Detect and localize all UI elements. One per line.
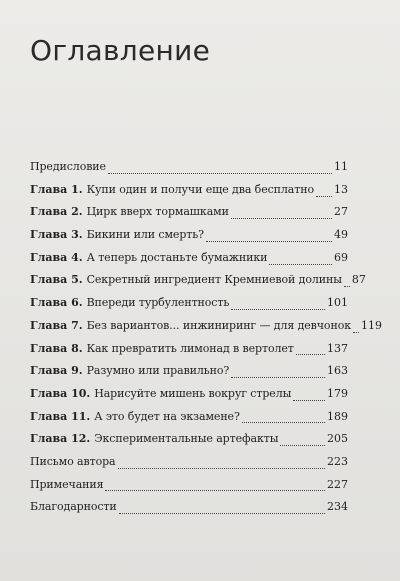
toc-entry-title: Цирк вверх тормашками <box>86 205 229 219</box>
toc-entry-title: Купи один и получи еще два бесплатно <box>86 182 314 196</box>
dot-leader <box>280 437 325 446</box>
toc-entry-page: 227 <box>327 477 348 491</box>
dot-leader <box>108 165 332 174</box>
toc-entry-title: Бикини или смерть? <box>86 228 204 242</box>
toc-entry-notes <box>30 474 348 497</box>
toc-entry-title: Благодарности <box>30 500 117 514</box>
toc-entry-page: 49 <box>334 228 348 242</box>
toc-entry-page: 13 <box>334 182 348 196</box>
toc-entry-page: 87 <box>351 273 366 287</box>
toc-entry-title: Без вариантов... инжиниринг — для девчонок <box>86 318 351 332</box>
toc-entry-page: 179 <box>327 386 348 400</box>
toc-entry-page: 223 <box>327 454 348 468</box>
toc-entry-title: Примечания <box>30 477 104 491</box>
toc-entry-title: А теперь достаньте бумажники <box>86 250 268 264</box>
toc-entry-chapter-9 <box>30 360 348 383</box>
dot-leader <box>293 392 325 401</box>
toc-entry-title: Письмо автора <box>30 454 116 468</box>
toc-entry-label: Глава 3. <box>30 228 83 242</box>
toc-entry-page: 27 <box>334 205 348 219</box>
toc-entry-page: 11 <box>334 160 348 173</box>
toc-entry-title: Как превратить лимонад в вертолет <box>86 341 294 355</box>
toc-entry-chapter-6 <box>30 292 348 315</box>
toc-entry-title: Предисловие <box>30 160 106 173</box>
toc-entry-chapter-3 <box>30 224 348 247</box>
dot-leader <box>296 346 325 355</box>
page-title: Оглавление <box>30 34 211 67</box>
toc-entry-label: Глава 2. <box>30 205 83 219</box>
toc-entry-chapter-7 <box>30 315 382 338</box>
dot-leader <box>344 278 350 287</box>
toc-entry-chapter-12 <box>30 428 348 451</box>
toc-entry-page: 101 <box>327 296 348 310</box>
toc-entry-acknowledgements <box>30 496 348 519</box>
dot-leader <box>206 233 332 242</box>
dot-leader <box>353 324 359 333</box>
toc-entry-page: 69 <box>334 250 348 264</box>
toc-entry-label: Глава 10. <box>30 386 91 400</box>
dot-leader <box>242 414 325 423</box>
toc-entry-title: Секретный ингредиент Кремниевой долины <box>86 273 342 287</box>
toc-entry-page: 119 <box>361 318 382 332</box>
dot-leader <box>231 301 325 310</box>
dot-leader <box>231 369 325 378</box>
toc-entry-page: 234 <box>327 500 348 514</box>
toc-entry-chapter-5 <box>30 269 366 292</box>
toc-entry-chapter-4 <box>30 247 348 270</box>
toc-entry-title: А это будет на экзамене? <box>94 409 240 423</box>
dot-leader <box>118 460 325 469</box>
toc-entry-page: 189 <box>327 409 348 423</box>
toc-entry-chapter-8 <box>30 338 348 361</box>
toc-entry-chapter-10 <box>30 383 348 406</box>
toc-entry-label: Глава 8. <box>30 341 83 355</box>
toc-entry-label: Глава 7. <box>30 318 83 332</box>
toc-entry-author-letter <box>30 451 348 474</box>
toc-entry-title: Впереди турбулентность <box>86 296 230 310</box>
dot-leader <box>231 210 332 219</box>
toc-entry-label: Глава 12. <box>30 432 91 446</box>
toc-entry-page: 137 <box>327 341 348 355</box>
toc-entry-label: Глава 4. <box>30 250 83 264</box>
toc-entry-label: Глава 1. <box>30 182 83 196</box>
toc-entry-label: Глава 9. <box>30 364 83 378</box>
table-of-contents <box>30 156 382 519</box>
toc-entry-chapter-1 <box>30 179 348 202</box>
toc-entry-page: 163 <box>327 364 348 378</box>
toc-entry-title: Экспериментальные артефакты <box>94 432 279 446</box>
toc-entry-page: 205 <box>327 432 348 446</box>
toc-entry-preface <box>30 156 348 179</box>
toc-entry-chapter-11 <box>30 406 348 429</box>
toc-entry-label: Глава 6. <box>30 296 83 310</box>
toc-entry-title: Нарисуйте мишень вокруг стрелы <box>94 386 292 400</box>
dot-leader <box>119 505 325 514</box>
dot-leader <box>105 482 325 491</box>
toc-entry-title: Разумно или правильно? <box>86 364 230 378</box>
dot-leader <box>316 188 332 197</box>
toc-entry-label: Глава 5. <box>30 273 83 287</box>
toc-entry-label: Глава 11. <box>30 409 91 423</box>
dot-leader <box>269 256 332 265</box>
toc-entry-chapter-2 <box>30 201 348 224</box>
